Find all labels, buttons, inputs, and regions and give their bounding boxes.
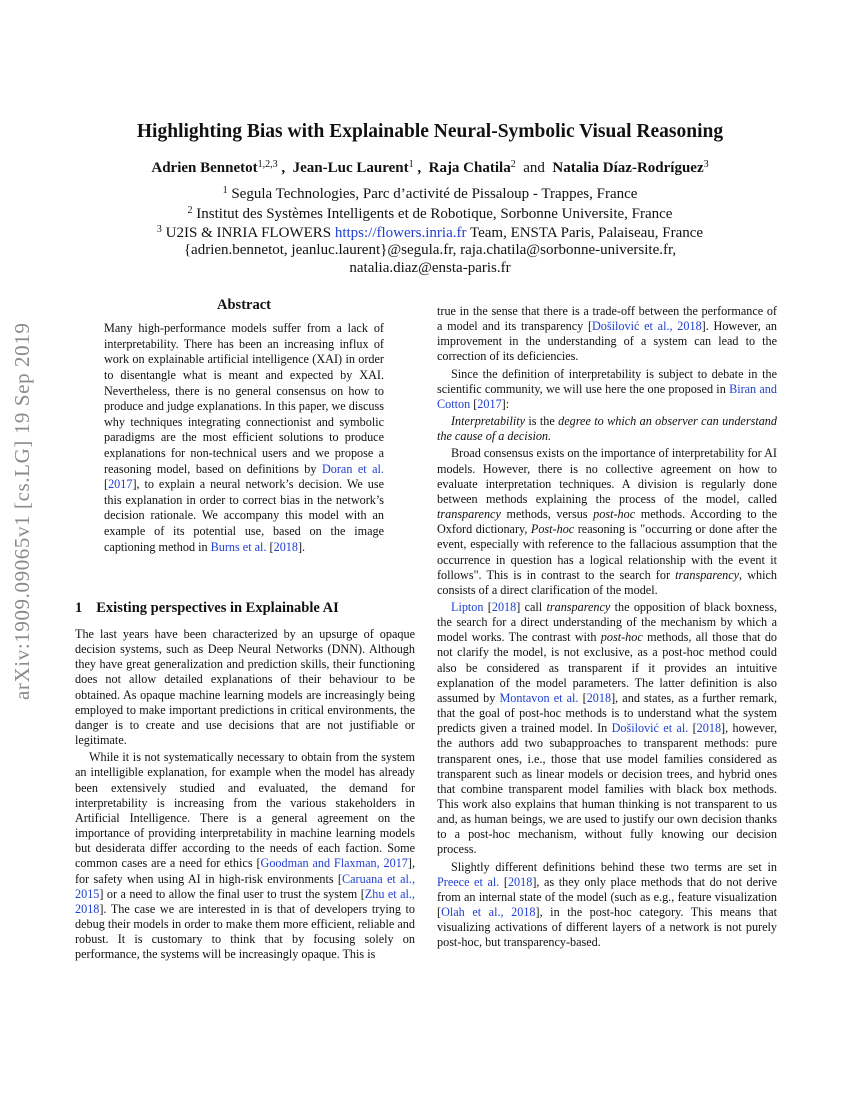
citation-link[interactable]: 2018 <box>491 599 517 614</box>
flowers-url-link[interactable]: https://flowers.inria.fr <box>334 225 467 241</box>
definition-paragraph: Interpretability is the degree to which an observer can understand the cause of a decision. <box>437 414 777 444</box>
left-column-body <box>75 627 415 962</box>
affiliation-1: $^1$ Segula Technologies, Parc d’activité de Pissaloup - Trappes, France <box>222 185 638 202</box>
author-name: Jean-Luc Laurent <box>292 160 409 176</box>
section-heading <box>75 600 415 617</box>
citation-link[interactable]: Doran et al. <box>321 461 384 476</box>
citation-link[interactable]: 2017 <box>108 477 133 492</box>
paragraph: Slightly different definitions behind these two terms are set in Preece et al. [2018], as they only place methods that do not derive from an internal state of the model (such as e.g., feature visualization [Olah et al., 2018], in the post-hoc category. This means that visualizing activations of different layers of a network is not purely post-hoc, but transparency-based. <box>437 859 777 950</box>
citation-link[interactable]: Caruana et al., 2015 <box>75 871 415 901</box>
author-affiliation-marker: 1 <box>408 159 414 170</box>
paragraph: The last years have been characterized by an upsurge of opaque decision systems, such as Deep Neural Networks (DNN). Although they have great generalization and prediction skills, their functioning does not allow detailed explanations of their behaviour to be obtained. As opaque machine learning models are increasingly being employed to make important predictions in critical environments, the danger is to create and use decisions that are not justifiable or legitimate. <box>75 627 415 748</box>
author-affiliation-marker: 3 <box>703 159 709 170</box>
author-affiliation-marker: 2 <box>510 159 516 170</box>
citation-link[interactable]: Montavon et al. <box>499 690 579 705</box>
author-name: Natalia Díaz-Rodríguez <box>552 160 704 176</box>
paragraph: Lipton [2018] call transparency the opposition of black boxness, the search for a direct understanding of the mechanism by which a model works. The contrast with post-hoc methods, all those that do not clarify the model, is not exclusive, as a post-hoc method could also be considered as transparent if it provides an intuitive explanation of the model parameters. The latter definition is also assumed by Montavon et al. [2018], and states, as a further remark, that the goal of post-hoc methods is to understand what the system predicts given a trained model. In Došilović et al. [2018], however, the authors add two subapproaches to transparent methods: pure transparent ones, i.e., those that use model families considered as transparent such as linear models or decision trees, and hybrid ones that combine transparent model families with black box methods. This work also explains that human thinking is not transparent to us and, as human beings, we are used to justify our own decision thanks to a post-hoc mechanism, without fully knowing our decision process. <box>437 599 778 857</box>
citation-link[interactable]: 2017 <box>477 396 502 411</box>
citation-link[interactable]: Došilović et al. <box>611 721 689 736</box>
citation-link[interactable]: Lipton <box>451 599 484 614</box>
right-column-body <box>437 304 777 951</box>
author-emails: {adrien.bennetot, jeanluc.laurent}@segula.fr, raja.chatila@sorbonne-universite.fr, <box>183 242 677 258</box>
abstract-heading: Abstract <box>217 297 271 313</box>
citation-link[interactable]: Došilović et al., 2018 <box>592 319 702 334</box>
affiliation-2: $^2$ Institut des Systèmes Intelligents et de Robotique, Sorbonne Universite, France <box>187 205 673 222</box>
citation-link[interactable]: Biran and Cotton <box>437 381 777 411</box>
author-emails: natalia.diaz@ensta-paris.fr <box>349 260 511 276</box>
paragraph: Broad consensus exists on the importance of interpretability for AI models. However, there is no collective agreement on how to evaluate interpretation techniques. A division is regularly done between methods explaining the process of the model, called transparency methods, versus post-hoc methods. According to the Oxford dictionary, Post-hoc reasoning is "occurring or done after the event, especially with reference to the fallacious assumption that the occurrence in question has a logical relationship with the event it follows". This is in contrast to the search for transparency, which consists of a direct clarification of the model. <box>437 446 778 597</box>
affiliation-3: $^3$ U2IS & INRIA FLOWERS https://flowers.inria.fr Team, ENSTA Paris, Palaiseau, France <box>156 224 704 241</box>
author-name: Adrien Bennetot <box>151 160 258 176</box>
citation-link[interactable]: Olah et al., 2018 <box>441 905 536 920</box>
citation-link[interactable]: 2018 <box>273 539 298 554</box>
citation-link[interactable]: 2018 <box>586 690 612 705</box>
citation-link[interactable]: 2018 <box>507 874 533 889</box>
author-list: Adrien Bennetot$^{1,2,3}$ , Jean-Luc Laurent$^1$ , Raja Chatila$^2$ and Natalia Díaz-Rodríguez$^3$ <box>151 159 709 176</box>
citation-link[interactable]: Burns et al. <box>210 539 267 554</box>
paper-title: Highlighting Bias with Explainable Neural-Symbolic Visual Reasoning <box>136 121 724 142</box>
section-number: 1 <box>75 600 83 616</box>
author-name: Raja Chatila <box>428 160 511 176</box>
section-title: Existing perspectives in Explainable AI <box>96 600 339 616</box>
paragraph: Since the definition of interpretability is subject to debate in the scientific community, we will use here the one proposed in Biran and Cotton [2017]: <box>437 366 777 411</box>
citation-link[interactable]: 2018 <box>696 721 722 736</box>
abstract-text: Many high-performance models suffer from a lack of interpretability. There has been an increasing influx of work on explainable artificial intelligence (XAI) in order to disentangle what is meant and expected by XAI. Nevertheless, there is no general consensus on how to produce and judge explanations. In this paper, we discuss why techniques integrating connectionist and symbolic paradigms are the most efficient solutions to produce explanations for non-technical users and we propose a reasoning model, based on definitions by Doran et al. [2017], to explain a neural network’s decision. We use this explanation in order to correct bias in the network’s decision rationale. We accompany this model with an example of its potential use, based on the image captioning method in Burns et al. [2018]. <box>104 321 384 554</box>
citation-link[interactable]: Preece et al. <box>437 874 500 889</box>
citation-link[interactable]: Goodman and Flaxman, 2017 <box>260 856 408 871</box>
paragraph: true in the sense that there is a trade-off between the performance of a model and its transparency [Došilović et al., 2018]. However, an improvement in the understanding of a system can lead to the correction of its deficiencies. <box>437 304 777 364</box>
author-affiliation-marker: 1,2,3 <box>257 159 278 170</box>
abstract-block <box>104 298 384 555</box>
arxiv-identifier-sidebar: arXiv:1909.09065v1 [cs.LG] 19 Sep 2019 <box>10 322 34 700</box>
citation-link[interactable]: Zhu et al., 2018 <box>75 886 415 916</box>
paragraph: While it is not systematically necessary to obtain from the system an intelligible explanation, for example when the model has already been extensively studied and evaluated, the demand for interpretability is increasing from the various stakeholders in Artificial Intelligence. There is a general agreement on the importance of providing interpretability in machine learning models but desiderata differ according to the needs of each faction. Some common cases are a need for ethics [Goodman and Flaxman, 2017], for safety when using AI in high-risk environments [Caruana et al., 2015] or a need to allow the final user to trust the system [Zhu et al., 2018]. The case we are interested in is that of developers trying to debug their models in order to make them more efficient, reliable and robust. It is customary to think that by focusing solely on performance, the systems will be increasingly opaque. This is <box>75 750 415 962</box>
